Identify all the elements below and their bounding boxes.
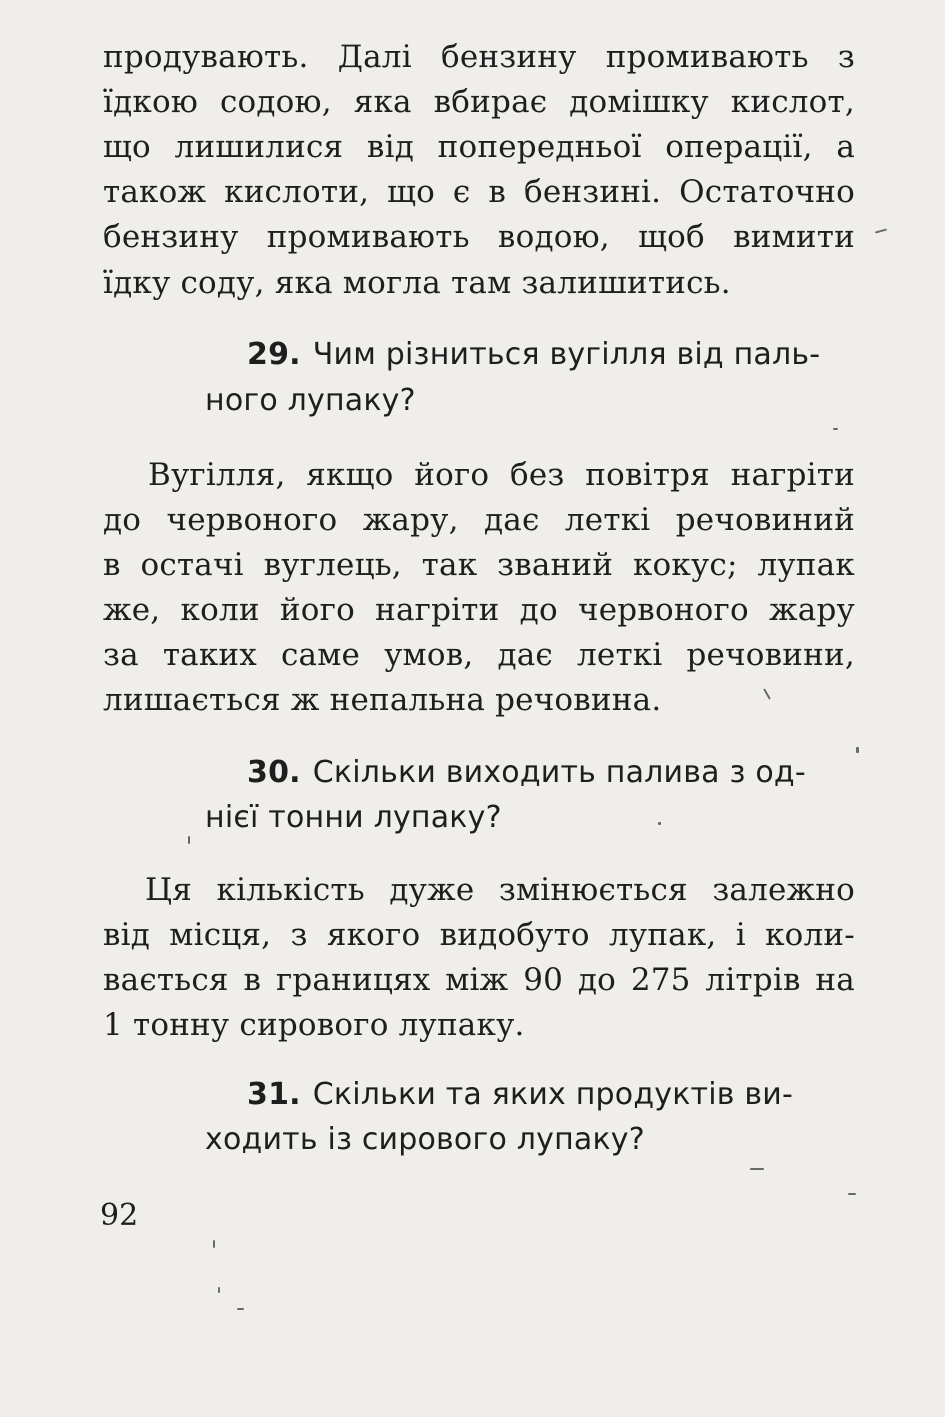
word: 90 bbox=[523, 962, 564, 998]
question-number: 31. bbox=[247, 1077, 301, 1112]
paragraph-line: 1 тонну сирового лупаку. bbox=[103, 1007, 525, 1043]
question-text: Скільки виходить палива з од- bbox=[312, 755, 806, 790]
paragraph-line bbox=[145, 870, 855, 910]
word: остачі bbox=[140, 547, 244, 583]
word: нагріти bbox=[375, 592, 500, 628]
word: змінюється bbox=[498, 872, 688, 908]
word: вбирає bbox=[433, 84, 548, 120]
word: жару bbox=[769, 592, 855, 628]
paragraph-line bbox=[103, 172, 855, 212]
word: речовини, bbox=[686, 637, 855, 673]
word: якого bbox=[326, 917, 421, 953]
word: так bbox=[421, 547, 478, 583]
word: за bbox=[103, 637, 139, 673]
word: червоного bbox=[578, 592, 749, 628]
word: бензині. bbox=[523, 174, 662, 210]
word: кокус; bbox=[632, 547, 738, 583]
print-speck bbox=[218, 1287, 220, 1293]
paragraph-line bbox=[103, 127, 855, 167]
word: між bbox=[445, 962, 509, 998]
word: з bbox=[837, 39, 855, 75]
word: попередньої bbox=[437, 129, 642, 165]
paragraph-line bbox=[103, 37, 855, 77]
print-speck bbox=[875, 228, 887, 233]
word: в bbox=[488, 174, 507, 210]
question-number: 29. bbox=[247, 337, 301, 372]
word: домішку bbox=[569, 84, 709, 120]
word: Ця bbox=[145, 872, 192, 908]
question-text: Скільки та яких продуктів ви- bbox=[312, 1077, 793, 1112]
word: яка bbox=[353, 84, 412, 120]
word: без bbox=[509, 457, 565, 493]
question-heading bbox=[247, 1075, 793, 1115]
word: кількість bbox=[216, 872, 365, 908]
word: до bbox=[519, 592, 558, 628]
word: нагріти bbox=[730, 457, 855, 493]
word: і bbox=[735, 917, 746, 953]
word: в bbox=[243, 962, 262, 998]
word: його bbox=[279, 592, 355, 628]
word: видобуто bbox=[439, 917, 590, 953]
word: якщо bbox=[306, 457, 394, 493]
question-text-continued: ходить із сирового лупаку? bbox=[205, 1122, 645, 1157]
word: 275 bbox=[630, 962, 691, 998]
word: жару, bbox=[362, 502, 459, 538]
word: званий bbox=[497, 547, 614, 583]
word: бензину bbox=[103, 219, 239, 255]
word: коли bbox=[180, 592, 260, 628]
word: а bbox=[836, 129, 855, 165]
word: промивають bbox=[605, 39, 809, 75]
print-speck bbox=[658, 822, 661, 825]
word: від bbox=[103, 917, 151, 953]
word: червоного bbox=[166, 502, 338, 538]
word: з bbox=[290, 917, 308, 953]
question-text: Чим різниться вугілля від паль- bbox=[312, 337, 821, 372]
word: залежно bbox=[712, 872, 855, 908]
word: водою, bbox=[497, 219, 610, 255]
word: леткі bbox=[564, 502, 651, 538]
word: содою, bbox=[219, 84, 332, 120]
word: від bbox=[366, 129, 414, 165]
paragraph-line bbox=[103, 545, 855, 585]
print-speck bbox=[848, 1193, 856, 1195]
word: кислот, bbox=[730, 84, 855, 120]
word: вається bbox=[103, 962, 229, 998]
word: літрів bbox=[705, 962, 801, 998]
paragraph-line bbox=[103, 960, 855, 1000]
print-speck bbox=[237, 1308, 244, 1310]
word: дає bbox=[484, 502, 540, 538]
word: коли- bbox=[765, 917, 855, 953]
paragraph-line bbox=[103, 82, 855, 122]
print-speck bbox=[213, 1240, 215, 1248]
word: вимити bbox=[733, 219, 855, 255]
print-speck bbox=[856, 747, 859, 753]
word: умов, bbox=[384, 637, 474, 673]
word: границях bbox=[275, 962, 431, 998]
print-speck bbox=[188, 836, 190, 844]
question-text-continued: ного лупаку? bbox=[205, 383, 416, 418]
word: дає bbox=[497, 637, 553, 673]
paragraph-line bbox=[103, 915, 855, 955]
word: до bbox=[577, 962, 617, 998]
word: їдкою bbox=[103, 84, 199, 120]
word: леткі bbox=[577, 637, 663, 673]
word: лупак, bbox=[608, 917, 717, 953]
word: до bbox=[103, 502, 142, 538]
question-number: 30. bbox=[247, 755, 301, 790]
paragraph-line bbox=[103, 590, 855, 630]
print-speck bbox=[763, 688, 771, 699]
word: саме bbox=[280, 637, 361, 673]
word: продувають. bbox=[103, 39, 309, 75]
question-heading bbox=[247, 753, 806, 793]
word: на bbox=[815, 962, 855, 998]
question-text-continued: нієї тонни лупаку? bbox=[205, 800, 502, 835]
word: лупак bbox=[757, 547, 855, 583]
word: бензину bbox=[441, 39, 577, 75]
paragraph-line bbox=[103, 500, 855, 540]
word: також bbox=[103, 174, 207, 210]
word: дуже bbox=[389, 872, 475, 908]
word: Остаточно bbox=[679, 174, 855, 210]
word: промивають bbox=[266, 219, 470, 255]
print-speck bbox=[750, 1168, 764, 1170]
word: вуглець, bbox=[263, 547, 402, 583]
word: що bbox=[103, 129, 151, 165]
word: же, bbox=[103, 592, 161, 628]
word: кислоти, bbox=[224, 174, 370, 210]
page-number: 92 bbox=[100, 1198, 139, 1233]
word: Далі bbox=[337, 39, 412, 75]
word: речовиний bbox=[675, 502, 855, 538]
word: місця, bbox=[169, 917, 272, 953]
word: що bbox=[387, 174, 435, 210]
word: щоб bbox=[638, 219, 705, 255]
word: повітря bbox=[585, 457, 710, 493]
word: операції, bbox=[665, 129, 813, 165]
paragraph-line: їдку соду, яка могла там залишитись. bbox=[103, 265, 731, 301]
word: таких bbox=[162, 637, 257, 673]
question-heading bbox=[247, 335, 820, 375]
word: в bbox=[103, 547, 121, 583]
word: лишилися bbox=[174, 129, 344, 165]
paragraph-line bbox=[148, 455, 855, 495]
word: Вугілля, bbox=[148, 457, 286, 493]
word: його bbox=[414, 457, 490, 493]
word: є bbox=[452, 174, 471, 210]
print-speck bbox=[833, 428, 838, 430]
paragraph-line: лишається ж непальна речовина. bbox=[103, 682, 662, 718]
paragraph-line bbox=[103, 635, 855, 675]
paragraph-line bbox=[103, 217, 855, 257]
